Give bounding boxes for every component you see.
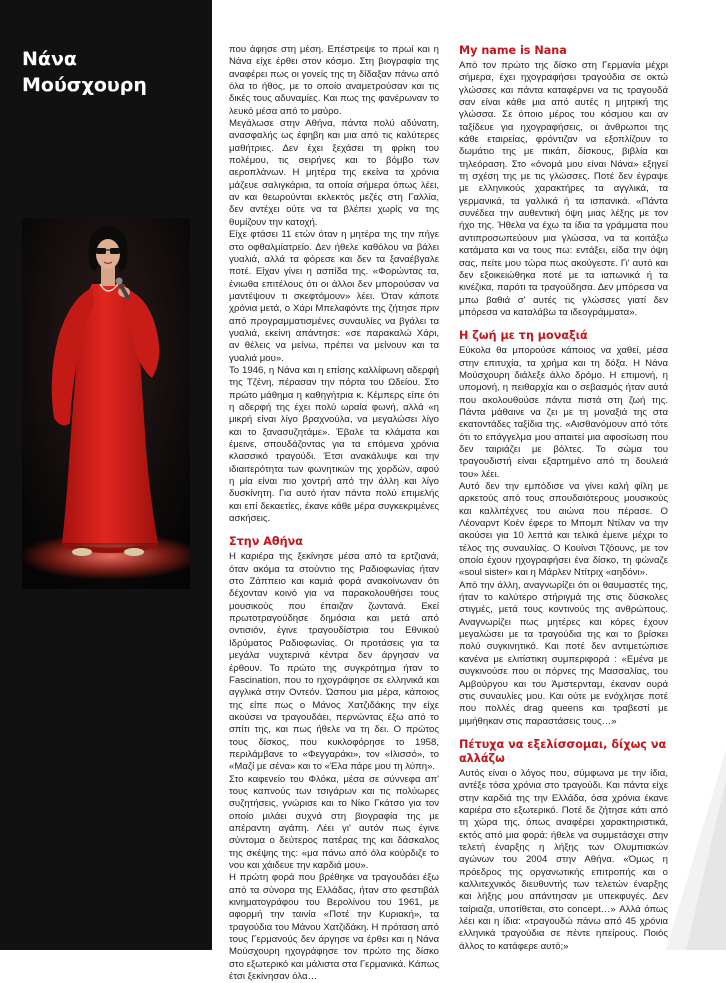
section-heading-athens: Στην Αθήνα — [229, 535, 303, 549]
body-paragraph: Η πρώτη φορά που βρέθηκε να τραγουδάει έξω από τα σύνορα της Ελλάδας, ήταν στο φεστιβάλ κινηματογράφου του Βερολίνου του 1961, με αφορμή την ταινία «Ποτέ την Κυριακή», τα τραγούδια του Μάνου Χατζιδάκη. Η πρόταση από τους Γερμανούς δεν άργησε να έρθει και η Νάνα Μούσχουρη ηχογράφησε τον πρώτο της δίσκο στο εξωτερικό και μάλιστα στα Γερμανικά. Κάπως έτσι ξεκίνησαν όλα… — [229, 872, 439, 983]
title-line-last-name: Μούσχουρη — [22, 74, 147, 96]
body-paragraph: Μεγάλωσε στην Αθήνα, πάντα πολύ αδύνατη, ανασφαλής ως έφηβη και μια από τις καλύτερες μαθήτριες. Δεν έχει ξεχάσει τη φρίκη του πολέμου, τις σειρήνες και το βόμβο των αεροπλάνων. Η μητέρα της εκείνα τα χρόνια μάζευε σαλιγκάρια, τα οποία σήμερα όπως λέει, αν και θεωρούνται εκλεκτός μεζές στη Γαλλία, δεν αντέχει ούτε να τα βλέπει χωρίς να της θυμίζουν την κατοχή. — [229, 118, 439, 228]
body-paragraph: Η καριέρα της ξεκίνησε μέσα από τα ερτζιανά, όταν ακόμα τα στούντιο της Ραδιοφωνίας ήταν στο Ζάππειο και καμιά φορά ανακοίνωναν ότι δέχονταν κοινό για να παρακολουθήσει τους μουσικούς που έπαιζαν ζωντανά. Εκεί πρωτοτραγούδησε δημόσια και μετά από οντισιόν, έγινε τραγουδίστρια του Εθνικού Ιδρύματος Ραδιοφωνίας. Οι προτάσεις για τα μεγάλα νυχτερινά κέντρα δεν άργησαν να έρθουν. Το πρώτο της συγκρότημα ήταν το Fascination, που το ηχογράφησε σε ελληνικά και αγγλικά στην Οντεόν. Ώσπου μια μέρα, κάποιος της είπε πως ο Μάνος Χατζιδάκης την είχε ακούσει να τραγουδάει, περνώντας έξω από το σπίτι της, και πως ήθελε να τη δει. Ο πρώτος τους δίσκος, που κυκλοφόρησε το 1958, περιλάμβανε το «Φεγγαράκι», τον «Ιλισσό», το «Μαζί με σένα» και το «Έλα πάρε μου τη λύπη». — [229, 551, 439, 773]
body-paragraph: Από τον πρώτο της δίσκο στη Γερμανία μέχρι σήμερα, έχει ηχογραφήσει τραγούδια σε οκτώ γλώσσες και πάντα καταφέρνει να τις τραγουδά σαν είναι κάθε μια από αυτές η μητρική της γλώσσα. Σε όποιο μέρος του κόσμου και αν ταξίδευε για ηχογραφήσεις, οι άνθρωποι της κάθε εταιρείας, φρόντιζαν να εξοπλίζουν το δωμάτιο της με πικάπ, δίσκους, βιβλία και τηλεόραση. Στο «όνομά μου είναι Νάνα» εξηγεί τη σχέση της με τις γλώσσες. Ποτέ δεν έγραψε με ελληνικούς χαρακτήρες τα αγγλικά, τα γερμανικά, τα γαλλικά ή τα ισπανικά. «Πάντα συνέδεα την αυθεντική όψη μιας λέξης με τον ήχο της. Ήθελα να έχω τα ίδια τα γράμματα που αντιπροσωπεύουν μια γλώσσα, να τα κοιτάξω κατάματα και να τους πω: εντάξει, είδα την όψη σας, πείτε μου τώρα πως ακούγεστε. Γι' αυτό και δεν εξοικειώθηκα ποτέ με τα ιαπωνικά ή τα κινέζικα, παρότι τα τραγούδησα. Δεν μπόρεσα να μπω βαθιά σ' αυτές τις γλώσσες γιατί δεν μπόρεσα να καταλάβω τα ιδεογράμματα». — [459, 60, 668, 318]
body-paragraph: που άφησε στη μέση. Επέστρεψε το πρωί και η Νάνα είχε έρθει στον κόσμο. Στη βιογραφία της αναφέρει πως οι γονείς της τη δίδαξαν πάνω από όλα το ήθος, με το οποίο αναμετρούσαν και τις δικές τους αδυναμίες. Και πως της φανέρωναν το λευκό μέσα από το μαύρο. — [229, 44, 439, 117]
singer-photo — [22, 218, 190, 589]
body-paragraph: Στο καφενείο του Φλόκα, μέσα σε σύννεφα απ' τους καπνούς των τσιγάρων και τις πολύωρες συζητήσεις, γνώρισε και το Νίκο Γκάτσο για τον οποίο μιλάει συχνά στη βιογραφία της με απέραντη αγάπη. Λέει γι' αυτόν πως έγινε σύντομα ο δεύτερος πατέρας της και δάσκαλος της σκέψης της: «μα πάνω από όλα κούρδιζε το νου και χάιδευε την καρδιά μου». — [229, 773, 439, 871]
article-title — [22, 46, 202, 98]
article-column-2 — [459, 44, 668, 953]
body-paragraph: Αυτός είναι ο λόγος που, σύμφωνα με την ίδια, αντέξε τόσα χρόνια στο τραγούδι. Και πάντα είχε στην καρδιά της την Ελλάδα, όσα χρόνια έκανε καριέρα στο εξωτερικό. Ποτέ δε ζήτησε κάτι από τη χώρα της, όπως αναφέρει χαρακτηριστικά, εκτός από μια φορά: ήθελε να συμμετάσχει στην τελετή έναρξης η λήξης των Ολυμπιακών αγώνων του 2004 στην Αθήνα. «Όμως η πρόεδρος της οργανωτικής επιτροπής και ο καλλιτεχνικός διευθυντής των τελετών έναρξης και λήξης μου απάντησαν με υπεκφυγές. Δεν ταίριαζα, υποτίθεται, στο concept…» Αλλά όπως λέει και η ίδια: «τραγουδώ πάνω από 45 χρόνια ελληνικά τραγούδια σε πέντε ηπείρους. Ποιός άλλος το κατάφερε αυτό;» — [459, 767, 668, 952]
body-paragraph: Εύκολα θα μπορούσε κάποιος να χαθεί, μέσα στην επιτυχία, τα χρήμα και τη δόξα. Η Νάνα Μούσχουρη διάλεξε άλλο δρόμο. Η επιμονή, η υπομονή, η πειθαρχία και ο σεβασμός ήταν αυτά που ακολουθούσε πάντα πιστά στη ζωή της. Πάντα μάθαινε να ζει με τη μοναξιά της στα εκατοντάδες ταξίδια της. «Αισθανόμουν από τότε ότι το επάγγελμα μου απαιτεί μια αφοσίωση που δεν ταιριάζει με βόλτες. Το σώμα του τραγουδιστή είναι εξαρτημένο από τη δουλειά του» λέει. — [459, 345, 668, 480]
section-heading-loneliness: Η ζωή με τη μοναξιά — [459, 329, 588, 343]
body-paragraph: Είχε φτάσει 11 ετών όταν η μητέρα της την πήγε στο οφθαλμίατρείο. Δεν ήθελε καθόλου να βάλει γυαλιά, αλλά τα φόρεσε και δεν τα ξαναέβγαλε ποτέ. Είχαν γίνει η ασπίδα της. «Φορώντας τα, ένιωθα επιτέλους ότι οι άλλοι δεν μπορούσαν να μαντέψουν τι σκεφτόμουν» λέει. Όταν κάποτε χρόνια μετά, ο Χάρι Μπελαφόντε της ζήτησε πριν από προγραμματισμένες συναυλίες να βγάλει τα γυαλιά, εκείνη απάντησε: «σε παρακαλώ Χάρι, αν θέλεις να μείνω, πρέπει να μείνουν και τα γυαλιά μου». — [229, 229, 439, 364]
article-column-1 — [229, 44, 439, 983]
body-paragraph: Το 1946, η Νάνα και η επίσης καλλίφωνη αδερφή της Τζένη, πέρασαν την πόρτα του Ωδείου. Στο πρώτο μάθημα η καθηγήτρια κ. Κέμπερς είπε ότι η αδερφή της έχει πολύ ωραία φωνή, αλλά «η μικρή είναι λίγο βραχνούλα, να μεγαλώσει λίγο και το ξανασυζητάμε». Έβαλε τα κλάματα και έμεινε, σπουδάζοντας για τα επόμενα χρόνια κλασσικό τραγούδι. Έτσι ανακάλυψε και την ιδιαιτερότητα των φωνητικών της χορδών, αφού η μία είναι πιο χοντρή από την άλλη και λίγο δυσκίνητη. Για αυτό ήταν πάντα πολύ επιμελής και επί δεκαετίες, έκανε κάθε μέρα συγκεκριμένες ασκήσεις. — [229, 364, 439, 525]
section-heading-my-name-is-nana: My name is Nana — [459, 44, 567, 57]
decorative-corner-graphic — [656, 750, 726, 950]
title-line-first-name: Νάνα — [22, 48, 77, 70]
body-paragraph: Από την άλλη, αναγνωρίζει ότι οι θαυμαστές της, ήταν το καλύτερο στήριγμά της στις δύσκολες στιγμές, μετά τους κοντινούς της ανθρώπους. Αναγνωρίζει πως μητέρες και κόρες έχουν μεγαλώσει με τα τραγούδια της και το βρίσκει πολύ συγκινητικό. Και ποτέ δεν αντιμετώπισε κανένα με ελιτίστικη συμπεριφορά : «Εμένα με συγκινούσε που οι πόρνες της Μασσαλίας, του Αμβούργου και του Άμστερνταμ, έκαναν ουρά στις συναυλίες μου. Και ούτε με ενόχλησε ποτέ που πολλές drag queens και τραβεστί με μιμήθηκαν στις παραστάσεις τους…» — [459, 579, 668, 727]
body-paragraph: Αυτό δεν την εμπόδισε να γίνει καλή φίλη με αρκετούς από τους σπουδαιότερους μουσικούς και καλλιτέχνες του αιώνα που πέρασε. Ο Λέοναρντ Κοέν έφερε το Μπομπ Ντίλαν να την ακούσει για 10 λεπτά και τελικά έμεινε μέχρι το τέλος της συναυλίας. Ο Κουίνσι Τζόουνς, με τον οποίο έχουν ηχογραφήσει ένα δίσκο, τη φώναζε «soul sister» και η Μάρλεν Ντίτριχ «αηδόνι». — [459, 481, 668, 579]
section-heading-evolve: Πέτυχα να εξελίσσομαι, δίχως να αλλάζω — [459, 737, 667, 765]
